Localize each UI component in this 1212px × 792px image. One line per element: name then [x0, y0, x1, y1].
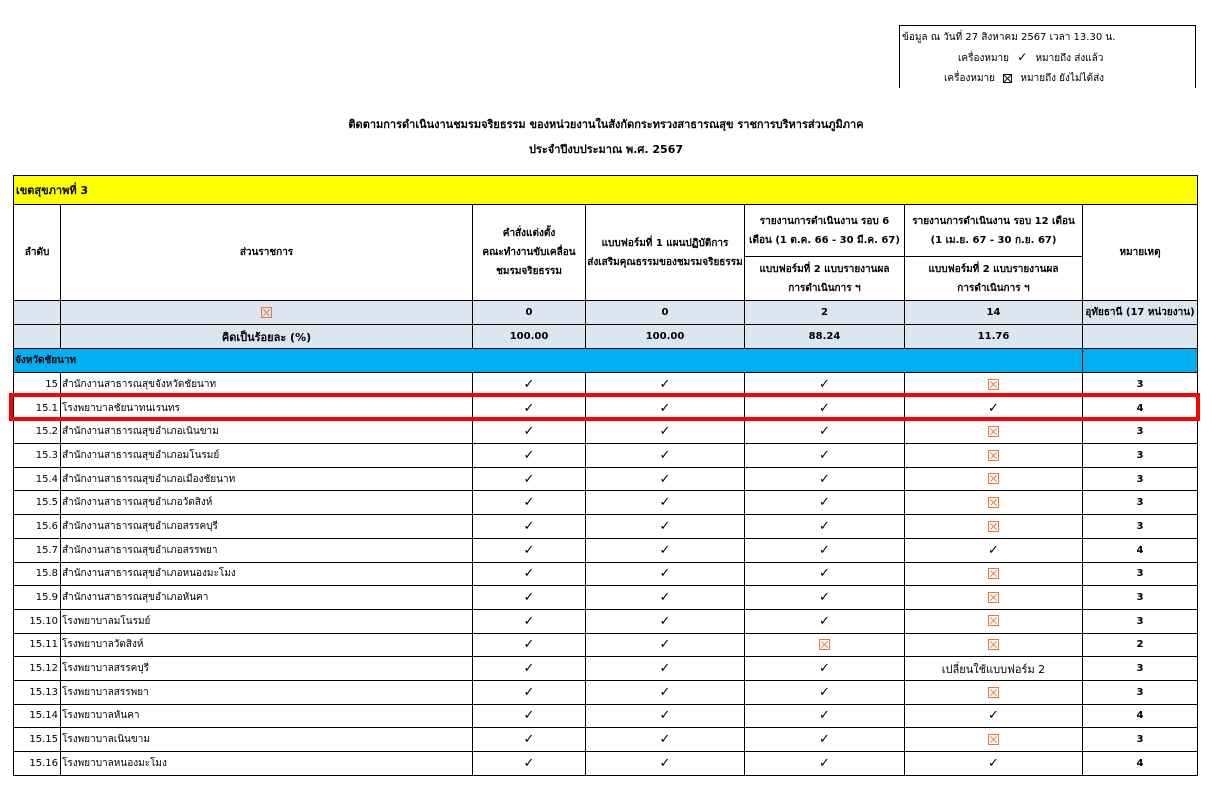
legend-sent	[958, 50, 1103, 66]
status-cell	[473, 728, 586, 752]
check-icon: ✓	[523, 613, 535, 629]
status-cell	[745, 373, 905, 397]
x-box-icon	[988, 473, 999, 484]
check-icon: ✓	[659, 613, 671, 629]
status-cell	[473, 680, 586, 704]
check-icon: ✓	[819, 424, 830, 440]
status-cell	[586, 704, 745, 728]
check-icon: ✓	[819, 661, 830, 677]
header-agency: ส่วนราชการ	[61, 205, 473, 301]
row-agency-name: สำนักงานสาธารณสุขอำเภอสรรพยา	[61, 538, 473, 562]
summary-percent-row	[14, 325, 1198, 349]
status-cell	[745, 538, 905, 562]
status-cell	[473, 633, 586, 657]
status-cell	[473, 704, 586, 728]
check-icon: ✓	[819, 755, 830, 771]
check-icon: ✓	[819, 518, 830, 534]
status-cell	[905, 396, 1083, 420]
province-row	[14, 349, 1198, 373]
header-col4-l2: (1 เม.ย. 67 - 30 ก.ย. 67)	[930, 234, 1057, 246]
header-col4-sub-l2: การดำเนินการ ฯ	[957, 282, 1030, 294]
row-remark: 3	[1083, 373, 1198, 397]
header-row-1	[14, 205, 1198, 257]
check-icon: ✓	[659, 495, 671, 511]
legend-not-sent	[944, 71, 1104, 86]
check-icon: ✓	[659, 376, 671, 392]
header-col2	[586, 205, 745, 301]
table-row	[14, 396, 1198, 420]
status-cell	[473, 491, 586, 515]
row-agency-name: โรงพยาบาลเนินขาม	[61, 728, 473, 752]
table-row	[14, 728, 1198, 752]
row-remark: 3	[1083, 467, 1198, 491]
row-remark: 3	[1083, 586, 1198, 610]
status-cell	[905, 728, 1083, 752]
row-number: 15.9	[14, 586, 61, 610]
check-icon: ✓	[523, 566, 535, 582]
row-number: 15	[14, 373, 61, 397]
header-col3-sub-l1: แบบฟอร์มที่ 2 แบบรายงานผล	[759, 263, 890, 275]
table-row	[14, 704, 1198, 728]
tracking-table	[13, 175, 1198, 776]
row-remark: 3	[1083, 657, 1198, 681]
status-cell	[905, 562, 1083, 586]
status-cell	[905, 491, 1083, 515]
row-remark: 4	[1083, 396, 1198, 420]
status-cell	[586, 680, 745, 704]
status-cell	[586, 491, 745, 515]
status-cell	[473, 420, 586, 444]
check-icon: ✓	[819, 542, 830, 558]
table-row	[14, 420, 1198, 444]
row-agency-name: สำนักงานสาธารณสุขอำเภอเนินขาม	[61, 420, 473, 444]
status-cell	[745, 680, 905, 704]
table-row	[14, 538, 1198, 562]
table-row	[14, 562, 1198, 586]
row-remark: 4	[1083, 538, 1198, 562]
check-icon: ✓	[523, 590, 535, 606]
check-icon: ✓	[659, 518, 671, 534]
table-row	[14, 609, 1198, 633]
row-number: 15.3	[14, 444, 61, 468]
status-cell	[905, 444, 1083, 468]
summary-count: 0	[473, 301, 586, 325]
status-cell	[745, 515, 905, 539]
check-icon: ✓	[523, 400, 535, 416]
x-box-icon	[988, 639, 999, 650]
header-col4-l1: รายงานการดำเนินงาน รอบ 12 เดือน	[912, 215, 1075, 227]
header-col2-l1: แบบฟอร์มที่ 1 แผนปฏิบัติการ	[601, 237, 729, 249]
status-cell	[586, 444, 745, 468]
row-agency-name: สำนักงานสาธารณสุขอำเภอหนองมะโมง	[61, 562, 473, 586]
x-box-icon	[988, 592, 999, 603]
status-cell	[586, 657, 745, 681]
check-icon: ✓	[523, 471, 535, 487]
legend-sent-prefix: เครื่องหมาย	[958, 53, 1010, 64]
status-cell	[905, 538, 1083, 562]
check-icon: ✓	[819, 684, 830, 700]
summary-count: 0	[586, 301, 745, 325]
check-icon: ✓	[523, 542, 535, 558]
legend-sent-text: หมายถึง ส่งแล้ว	[1035, 53, 1104, 64]
check-icon: ✓	[988, 542, 999, 558]
x-box-icon	[988, 497, 999, 508]
summary-percent: 11.76	[905, 325, 1083, 349]
header-col3-l1: รายงานการดำเนินงาน รอบ 6	[759, 215, 890, 227]
row-number: 15.10	[14, 609, 61, 633]
row-number: 15.11	[14, 633, 61, 657]
status-cell	[745, 586, 905, 610]
status-cell	[905, 420, 1083, 444]
status-cell	[586, 633, 745, 657]
status-cell	[473, 609, 586, 633]
row-remark: 3	[1083, 680, 1198, 704]
row-agency-name: โรงพยาบาลวัดสิงห์	[61, 633, 473, 657]
status-cell	[905, 586, 1083, 610]
status-cell	[745, 491, 905, 515]
header-col4	[905, 205, 1083, 257]
status-cell	[473, 515, 586, 539]
row-number: 15.15	[14, 728, 61, 752]
check-icon: ✓	[523, 661, 535, 677]
row-agency-name: โรงพยาบาลชัยนาทนเรนทร	[61, 396, 473, 420]
row-number: 15.12	[14, 657, 61, 681]
check-icon: ✓	[819, 732, 830, 748]
check-icon: ✓	[988, 755, 999, 771]
header-col3-l2: เดือน (1 ต.ค. 66 - 30 มี.ค. 67)	[749, 234, 900, 246]
check-icon: ✓	[659, 424, 671, 440]
region-title: เขตสุขภาพที่ 3	[14, 176, 1198, 205]
status-cell	[586, 515, 745, 539]
check-icon: ✓	[1017, 50, 1028, 64]
status-cell	[586, 728, 745, 752]
row-agency-name: สำนักงานสาธารณสุขอำเภอมโนรมย์	[61, 444, 473, 468]
row-agency-name: โรงพยาบาลหันคา	[61, 704, 473, 728]
header-col1	[473, 205, 586, 301]
legend-box	[899, 25, 1196, 88]
x-box-icon	[988, 615, 999, 626]
x-box-icon	[988, 568, 999, 579]
header-col4-sub-l1: แบบฟอร์มที่ 2 แบบรายงานผล	[928, 263, 1059, 275]
x-box-icon	[261, 307, 272, 318]
page-title: ติดตามการดำเนินงานชมรมจริยธรรม ของหน่วยงานในสังกัดกระทรวงสาธารณสุข ราชการบริหารส่วนภูมิภาค	[348, 118, 864, 131]
status-cell	[905, 752, 1083, 776]
row-number: 15.13	[14, 680, 61, 704]
row-number: 15.4	[14, 467, 61, 491]
check-icon: ✓	[819, 613, 830, 629]
status-cell	[473, 586, 586, 610]
row-number: 15.1	[14, 396, 61, 420]
status-cell	[586, 562, 745, 586]
status-cell	[905, 467, 1083, 491]
legend-not-sent-prefix: เครื่องหมาย	[944, 73, 996, 84]
table-row	[14, 680, 1198, 704]
check-icon: ✓	[819, 566, 830, 582]
header-remark: หมายเหตุ	[1083, 205, 1198, 301]
check-icon: ✓	[819, 495, 830, 511]
row-agency-name: สำนักงานสาธารณสุขจังหวัดชัยนาท	[61, 373, 473, 397]
row-agency-name: สำนักงานสาธารณสุขอำเภอวัดสิงห์	[61, 491, 473, 515]
status-cell	[745, 633, 905, 657]
header-col3	[745, 205, 905, 257]
status-cell	[473, 467, 586, 491]
summary-count-row	[14, 301, 1198, 325]
province-title: จังหวัดชัยนาท	[14, 349, 1083, 373]
check-icon: ✓	[659, 471, 671, 487]
row-agency-name: สำนักงานสาธารณสุขอำเภอเมืองชัยนาท	[61, 467, 473, 491]
header-order: ลำดับ	[14, 205, 61, 301]
row-remark: 3	[1083, 609, 1198, 633]
check-icon: ✓	[659, 590, 671, 606]
summary-count: 14	[905, 301, 1083, 325]
x-box-icon	[988, 426, 999, 437]
check-icon: ✓	[523, 755, 535, 771]
status-cell	[905, 633, 1083, 657]
status-cell	[905, 515, 1083, 539]
check-icon: ✓	[523, 518, 535, 534]
check-icon: ✓	[523, 732, 535, 748]
row-agency-name: สำนักงานสาธารณสุขอำเภอหันคา	[61, 586, 473, 610]
status-cell	[473, 562, 586, 586]
header-col1-l2: คณะทำงานขับเคลื่อน	[482, 247, 576, 258]
check-icon: ✓	[523, 376, 535, 392]
row-remark: 3	[1083, 728, 1198, 752]
status-cell	[905, 373, 1083, 397]
row-remark: 3	[1083, 444, 1198, 468]
status-cell	[745, 467, 905, 491]
status-cell	[745, 609, 905, 633]
table-row	[14, 657, 1198, 681]
check-icon: ✓	[819, 471, 830, 487]
check-icon: ✓	[819, 708, 830, 724]
row-number: 15.14	[14, 704, 61, 728]
status-cell	[905, 704, 1083, 728]
status-cell	[473, 657, 586, 681]
table-row	[14, 444, 1198, 468]
check-icon: ✓	[659, 542, 671, 558]
status-text: เปลี่ยนใช้แบบฟอร์ม 2	[941, 662, 1046, 676]
summary-percent: 100.00	[586, 325, 745, 349]
row-agency-name: โรงพยาบาลมโนรมย์	[61, 609, 473, 633]
check-icon: ✓	[988, 708, 999, 724]
check-icon: ✓	[659, 755, 671, 771]
check-icon: ✓	[659, 447, 671, 463]
status-cell	[586, 586, 745, 610]
table-row	[14, 467, 1198, 491]
row-agency-name: โรงพยาบาลหนองมะโมง	[61, 752, 473, 776]
check-icon: ✓	[523, 684, 535, 700]
status-cell	[586, 373, 745, 397]
status-cell	[586, 396, 745, 420]
status-cell	[745, 444, 905, 468]
status-cell	[745, 728, 905, 752]
check-icon: ✓	[659, 400, 671, 416]
x-box-icon	[988, 687, 999, 698]
check-icon: ✓	[659, 661, 671, 677]
status-cell	[586, 538, 745, 562]
table-row	[14, 515, 1198, 539]
check-icon: ✓	[988, 400, 999, 416]
header-col2-l2: ส่งเสริมคุณธรรมของชมรมจริยธรรม	[587, 256, 743, 268]
x-box-icon	[988, 521, 999, 532]
status-cell	[473, 752, 586, 776]
row-remark: 2	[1083, 633, 1198, 657]
header-col3-sub	[745, 257, 905, 301]
check-icon: ✓	[659, 684, 671, 700]
row-number: 15.7	[14, 538, 61, 562]
percent-label: คิดเป็นร้อยละ (%)	[61, 325, 473, 349]
check-icon: ✓	[819, 447, 830, 463]
status-cell	[745, 396, 905, 420]
page-subtitle: ประจำปีงบประมาณ พ.ศ. 2567	[528, 143, 684, 156]
row-remark: 3	[1083, 562, 1198, 586]
table-row	[14, 752, 1198, 776]
status-cell	[745, 562, 905, 586]
check-icon: ✓	[523, 637, 535, 653]
row-remark: 4	[1083, 752, 1198, 776]
x-box-icon	[988, 734, 999, 745]
check-icon: ✓	[659, 708, 671, 724]
summary-remark: อุทัยธานี (17 หน่วยงาน)	[1083, 301, 1198, 325]
status-cell	[473, 444, 586, 468]
summary-percent: 88.24	[745, 325, 905, 349]
status-cell	[586, 752, 745, 776]
summary-percent: 100.00	[473, 325, 586, 349]
status-cell	[905, 657, 1083, 681]
check-icon: ✓	[819, 590, 830, 606]
check-icon: ✓	[659, 637, 671, 653]
header-col1-l1: คำสั่งแต่งตั้ง	[502, 228, 556, 239]
x-box-icon	[988, 450, 999, 461]
data-timestamp: ข้อมูล ณ วันที่ 27 สิงหาคม 2567 เวลา 13.30 น.	[902, 32, 1116, 43]
legend-not-sent-text: หมายถึง ยังไม่ได้ส่ง	[1020, 73, 1105, 84]
table-row	[14, 373, 1198, 397]
row-agency-name: โรงพยาบาลสรรพยา	[61, 680, 473, 704]
status-cell	[745, 704, 905, 728]
summary-count: 2	[745, 301, 905, 325]
x-box-icon	[819, 639, 830, 650]
header-col1-l3: ชมรมจริยธรรม	[496, 266, 562, 277]
row-number: 15.5	[14, 491, 61, 515]
status-cell	[473, 538, 586, 562]
row-remark: 3	[1083, 491, 1198, 515]
check-icon: ✓	[523, 447, 535, 463]
header-col3-sub-l2: การดำเนินการ ฯ	[788, 282, 861, 294]
row-agency-name: สำนักงานสาธารณสุขอำเภอสรรคบุรี	[61, 515, 473, 539]
x-box-icon	[988, 379, 999, 390]
check-icon: ✓	[659, 732, 671, 748]
row-remark: 3	[1083, 420, 1198, 444]
row-agency-name: โรงพยาบาลสรรคบุรี	[61, 657, 473, 681]
row-remark: 3	[1083, 515, 1198, 539]
x-box-icon	[1003, 74, 1012, 83]
status-cell	[905, 680, 1083, 704]
row-number: 15.2	[14, 420, 61, 444]
region-row	[14, 176, 1198, 205]
status-cell	[473, 396, 586, 420]
table-row	[14, 586, 1198, 610]
row-number: 15.6	[14, 515, 61, 539]
row-remark: 4	[1083, 704, 1198, 728]
status-cell	[745, 657, 905, 681]
status-cell	[473, 373, 586, 397]
check-icon: ✓	[523, 424, 535, 440]
check-icon: ✓	[523, 495, 535, 511]
check-icon: ✓	[523, 708, 535, 724]
table-row	[14, 491, 1198, 515]
status-cell	[586, 609, 745, 633]
status-cell	[745, 752, 905, 776]
status-cell	[905, 609, 1083, 633]
summary-x-cell	[61, 301, 473, 325]
table-row	[14, 633, 1198, 657]
status-cell	[586, 467, 745, 491]
row-number: 15.8	[14, 562, 61, 586]
header-col4-sub	[905, 257, 1083, 301]
row-number: 15.16	[14, 752, 61, 776]
status-cell	[586, 420, 745, 444]
check-icon: ✓	[819, 376, 830, 392]
status-cell	[745, 420, 905, 444]
check-icon: ✓	[819, 400, 830, 416]
check-icon: ✓	[659, 566, 671, 582]
